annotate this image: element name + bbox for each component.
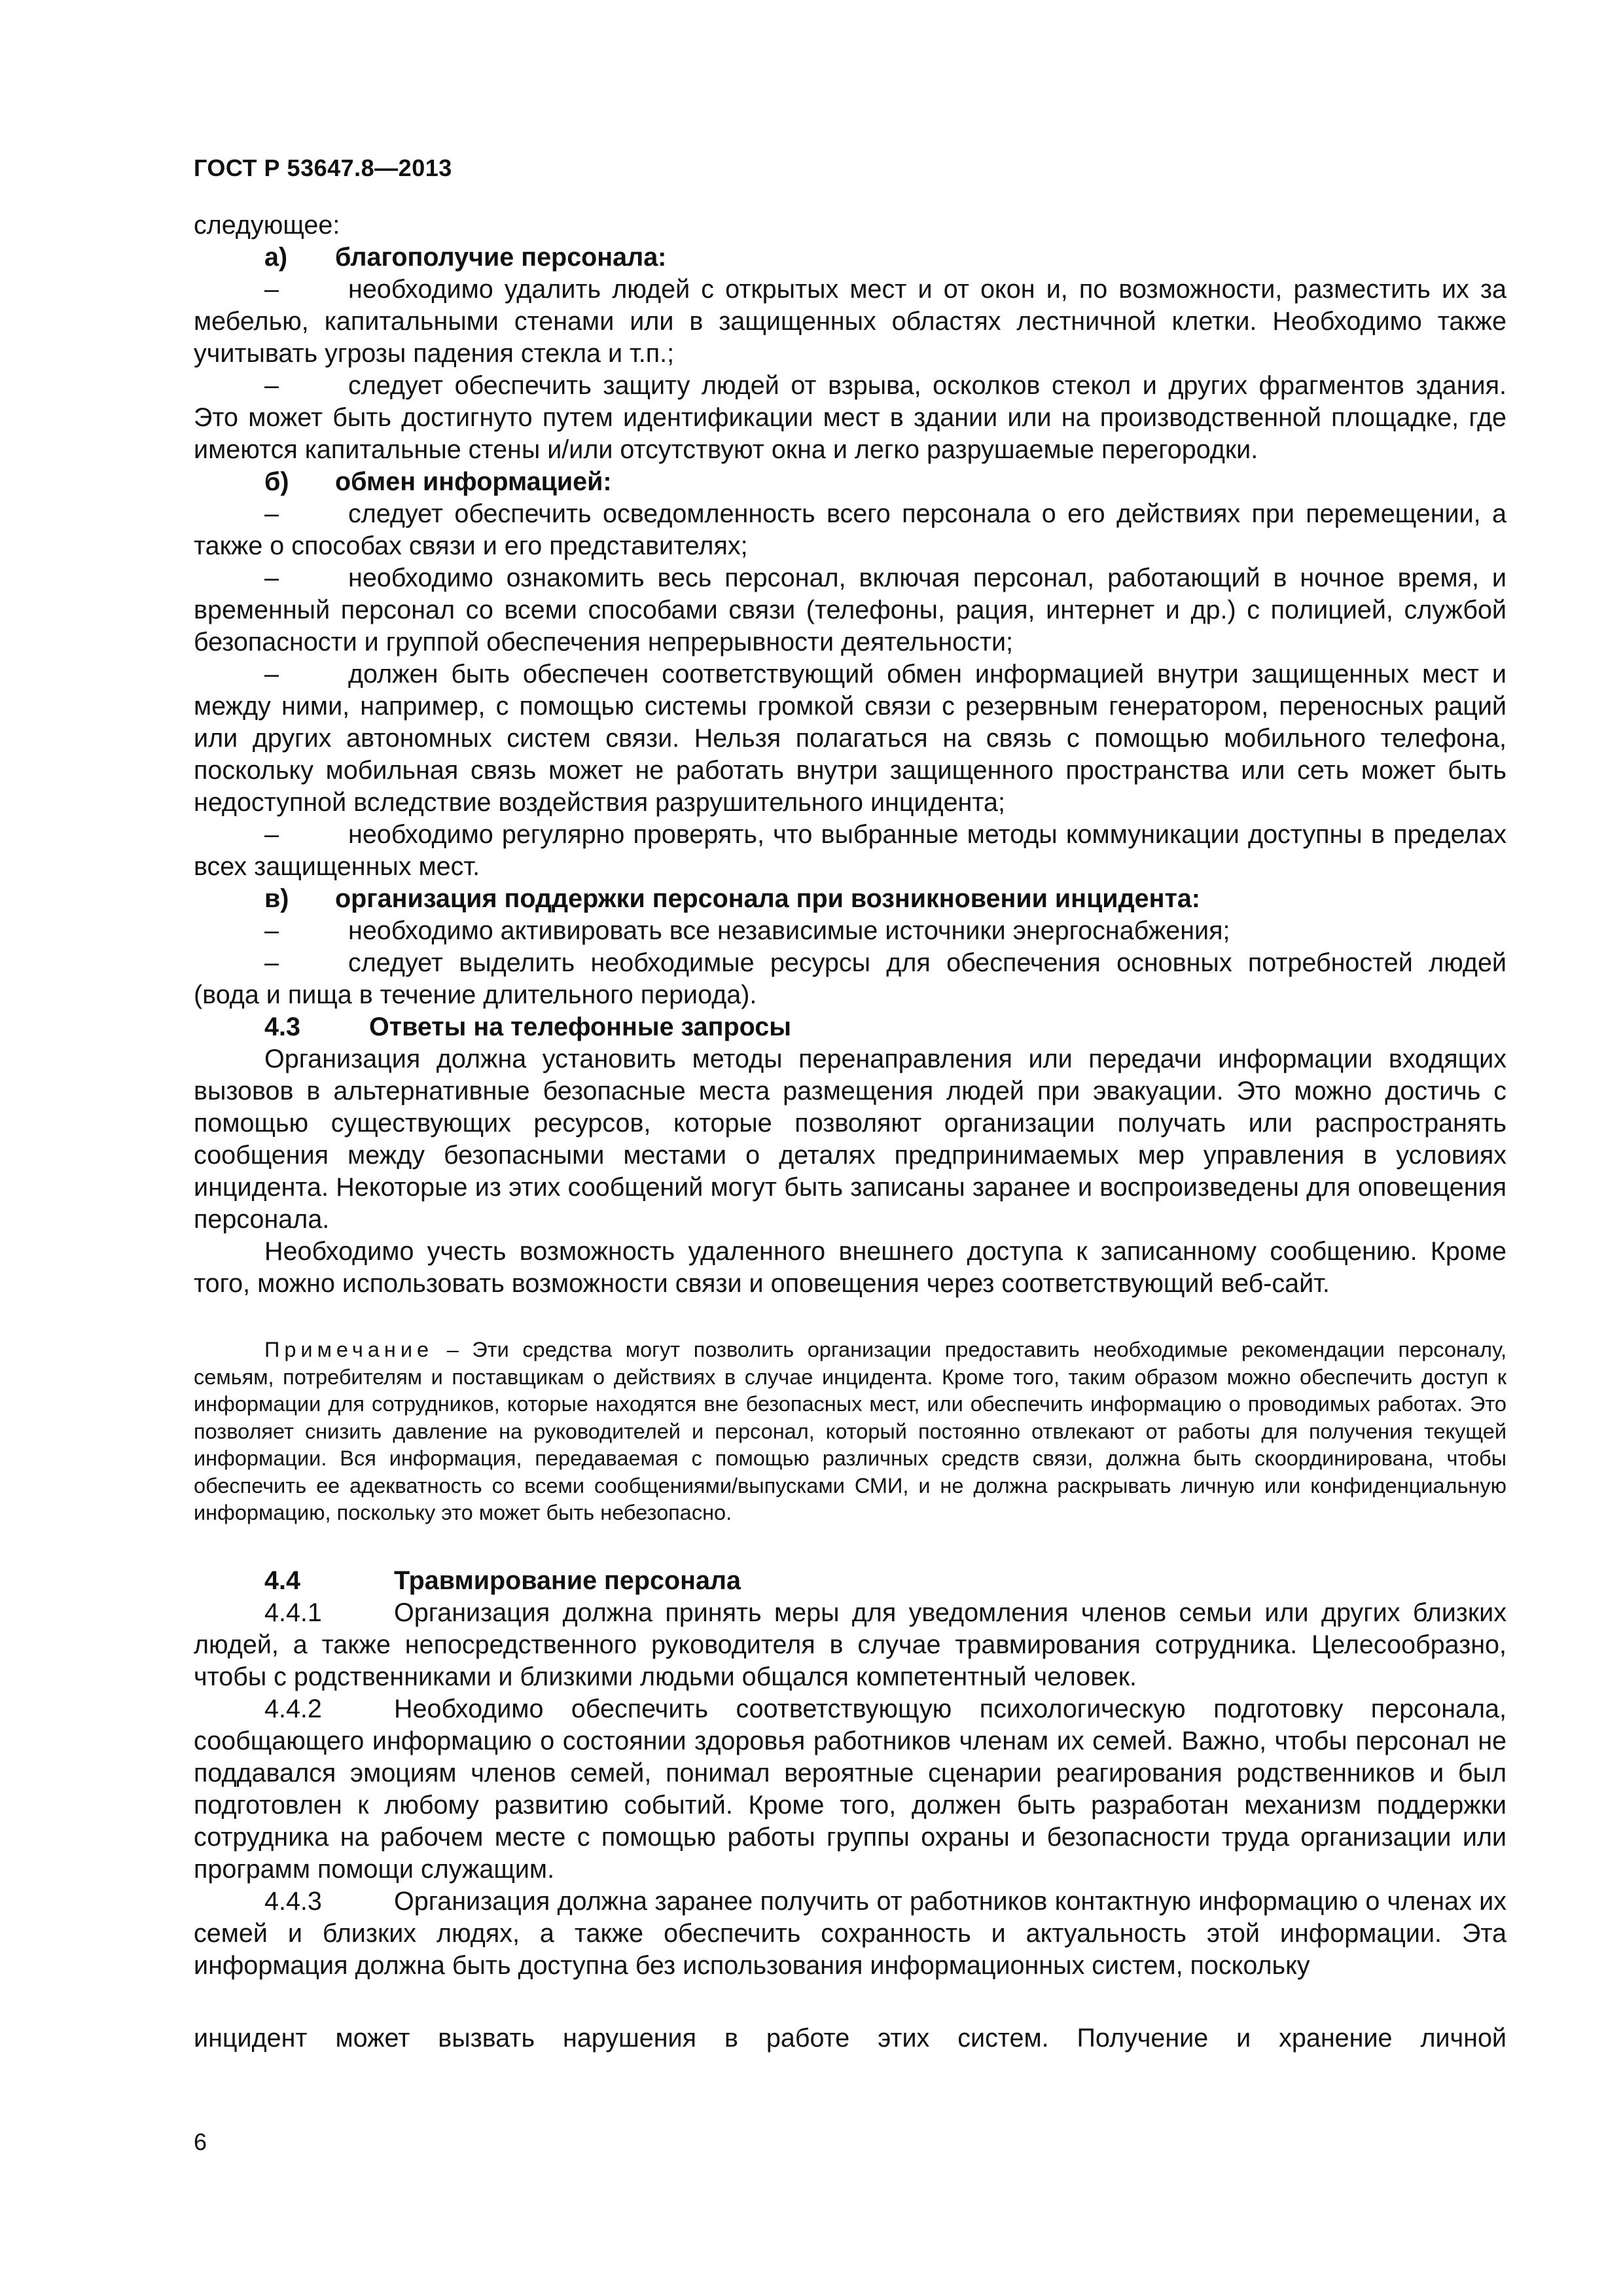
subsection-text: Организация должна заранее получить от работников контактную информацию о членах их семей и близких людях, а также обеспечить сохранность и актуальность этой информации. Эта информация должна быть доступна без использования информационных систем, поскольку [194, 1886, 1507, 1980]
document-header: ГОСТ Р 53647.8—2013 [194, 154, 452, 181]
spacer [194, 1982, 1507, 2022]
dash-marker: – [264, 564, 279, 592]
list-item [194, 562, 1507, 658]
subsection-4-4-3 [194, 1886, 1507, 1982]
dash-marker: – [264, 660, 279, 689]
dash-marker: – [264, 371, 279, 400]
item-c-title: организация поддержки персонала при возникновении инцидента: [335, 884, 1200, 913]
subsection-number: 4.4.3 [264, 1886, 322, 1916]
item-a-letter: а) [264, 243, 288, 272]
subsection-text: Необходимо обеспечить соответствующую психологическую подготовку персонала, сообщающего информацию о состоянии здоровья работников членам их семей. Важно, чтобы персонал не поддавался эмоциям членов семей, понимал вероятные сценарии реагирования родственников и был подготовлен к любому развитию событий. Кроме того, должен быть разработан механизм поддержки сотрудника на рабочем месте с помощью работы группы охраны и безопасности труда организации или программ помощи служащим. [194, 1694, 1507, 1884]
dash-marker: – [264, 820, 279, 849]
list-item [194, 370, 1507, 466]
list-item-text: необходимо активировать все независимые источники энергоснабжения; [348, 916, 1230, 945]
section-4-4-heading [194, 1565, 1507, 1597]
subsection-number: 4.4.1 [264, 1598, 322, 1627]
note-label: Примечание [264, 1338, 434, 1361]
dash-marker: – [264, 275, 279, 304]
continuation-line: инцидент может вызвать нарушения в работе этих систем. Получение и хранение личной [194, 2023, 1507, 2053]
dash-marker: – [264, 948, 279, 977]
list-item-text: следует выделить необходимые ресурсы для обеспечения основных потребностей людей (вода и пища в течение длительного периода). [194, 948, 1507, 1009]
list-item-text: следует обеспечить осведомленность всего персонала о его действиях при перемещении, а также о способах связи и его представителях; [194, 499, 1507, 560]
list-item [194, 915, 1507, 947]
page-number: 6 [194, 2128, 207, 2155]
list-item [194, 498, 1507, 562]
subsection-4-4-1 [194, 1597, 1507, 1693]
subsection-4-4-2 [194, 1693, 1507, 1886]
dash-marker: – [264, 499, 279, 528]
list-item-text: должен быть обеспечен соответствующий обмен информацией внутри защищенных мест и между ними, например, с помощью системы громкой связи с резервным генератором, переносных раций или других автономных систем связи. Нельзя полагаться на связь с помощью мобильного телефона, поскольку мобильная связь может не работать внутри защищенного пространства или сеть может быть недоступной вследствие воздействия разрушительного инцидента; [194, 660, 1507, 817]
list-item-text: необходимо ознакомить весь персонал, включая персонал, работающий в ночное время, и временный персонал со всеми способами связи (телефоны, рация, интернет и др.) с полицией, службой безопасности и группой обеспечения непрерывности деятельности; [194, 564, 1507, 656]
item-c-letter: в) [264, 884, 289, 913]
section-title: Травмирование персонала [394, 1566, 741, 1595]
list-item [194, 819, 1507, 883]
section-4-3-paragraph-2: Необходимо учесть возможность удаленного внешнего доступа к записанному сообщению. Кроме того, можно использовать возможности связи и оповещения через соответствующий веб-сайт. [194, 1237, 1507, 1298]
dash-marker: – [264, 916, 279, 945]
list-item [194, 658, 1507, 819]
list-item [194, 947, 1507, 1011]
list-item-text: необходимо регулярно проверять, что выбранные методы коммуникации доступны в пределах всех защищенных мест. [194, 820, 1507, 881]
section-number: 4.4 [264, 1566, 300, 1595]
list-item-text: необходимо удалить людей с открытых мест и от окон и, по возможности, разместить их за мебелью, капитальными стенами или в защищенных областях лестничной клетки. Необходимо также учитывать угрозы падения стекла и т.п.; [194, 275, 1507, 368]
item-b-title: обмен информацией: [335, 467, 612, 496]
subsection-text: Организация должна принять меры для уведомления членов семьи или других близких людей, а также непосредственного руководителя в случае травмирования сотрудника. Целесообразно, чтобы с родственниками и близкими людьми общался компетентный человек. [194, 1598, 1507, 1691]
item-c-heading [194, 883, 1507, 915]
item-a-title: благополучие персонала: [335, 243, 667, 272]
list-item [194, 274, 1507, 370]
section-title: Ответы на телефонные запросы [369, 1013, 791, 1041]
section-4-3-heading [194, 1011, 1507, 1043]
section-4-3-paragraph-1: Организация должна установить методы перенаправления или передачи информации входящих вызовов в альтернативные безопасные места размещения людей при эвакуации. Это можно достичь с помощью существующих ресурсов, которые позволяют организации получать или распространять сообщения между безопасными местами о деталях предпринимаемых мер управления в условиях инцидента. Некоторые из этих сообщений могут быть записаны заранее и воспроизведены для оповещения персонала. [194, 1045, 1507, 1234]
item-b-letter: б) [264, 467, 289, 496]
document-body [194, 209, 1507, 2054]
item-b-heading [194, 466, 1507, 498]
note-block [194, 1336, 1507, 1527]
section-number: 4.3 [264, 1013, 300, 1041]
item-a-heading [194, 242, 1507, 274]
subsection-number: 4.4.2 [264, 1694, 322, 1723]
list-item-text: следует обеспечить защиту людей от взрыва, осколков стекол и других фрагментов здания. Это может быть достигнуто путем идентификации мест в здании или на производственной площадке, где имеются капитальные стены и/или отсутствуют окна и легко разрушаемые перегородки. [194, 371, 1507, 464]
intro-line: следующее: [194, 211, 340, 240]
note-text: – Эти средства могут позволить организации предоставить необходимые рекомендации персоналу, семьям, потребителям и поставщикам о действиях в случае инцидента. Кроме того, таким образом можно обеспечить доступ к информации для сотрудников, которые находятся вне безопасных мест, или обеспечить информацию о проводимых работах. Это позволяет снизить давление на руководителей и персонал, который постоянно отвлекают от работы для получения текущей информации. Вся информация, передаваемая с помощью различных средств связи, должна быть скоординирована, чтобы обеспечить ее адекватность со всеми сообщениями/выпусками СМИ, и не должна раскрывать личную или конфиденциальную информацию, поскольку это может быть небезопасно. [194, 1338, 1507, 1524]
